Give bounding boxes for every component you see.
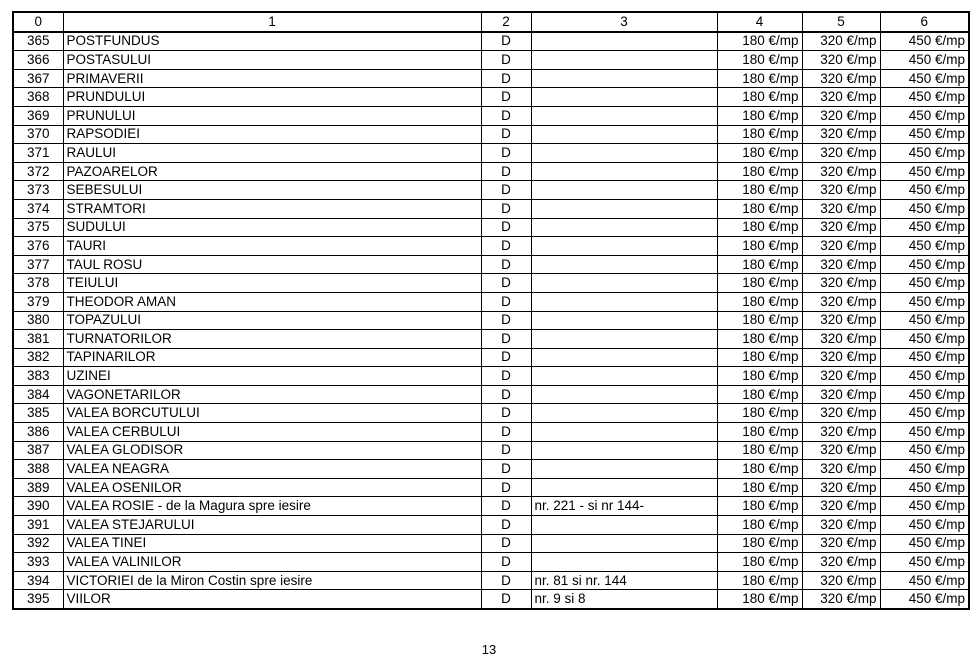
street-segment-cell: [531, 553, 717, 572]
zone-cell: D: [481, 125, 531, 144]
zone-cell: D: [481, 162, 531, 181]
street-name-cell: PRUNDULUI: [63, 88, 481, 107]
price-col-6-cell: 450 €/mp: [880, 311, 969, 330]
price-col-5-cell: 320 €/mp: [802, 88, 880, 107]
price-col-4-cell: 180 €/mp: [717, 218, 802, 237]
street-segment-cell: [531, 367, 717, 386]
street-name-cell: VALEA CERBULUI: [63, 423, 481, 442]
zone-cell: D: [481, 478, 531, 497]
price-col-4-cell: 180 €/mp: [717, 478, 802, 497]
row-number-cell: 371: [13, 144, 63, 163]
row-number-cell: 370: [13, 125, 63, 144]
row-number-cell: 389: [13, 478, 63, 497]
price-col-5-cell: 320 €/mp: [802, 534, 880, 553]
price-col-6-cell: 450 €/mp: [880, 553, 969, 572]
street-segment-cell: [531, 162, 717, 181]
price-col-5-cell: 320 €/mp: [802, 404, 880, 423]
price-col-5-cell: 320 €/mp: [802, 162, 880, 181]
street-name-cell: TAURI: [63, 237, 481, 256]
price-col-6-cell: 450 €/mp: [880, 125, 969, 144]
table-row: [13, 385, 969, 404]
street-name-cell: STRAMTORI: [63, 199, 481, 218]
street-segment-cell: [531, 88, 717, 107]
price-col-5-cell: 320 €/mp: [802, 144, 880, 163]
zone-cell: D: [481, 404, 531, 423]
row-number-cell: 380: [13, 311, 63, 330]
street-name-cell: TOPAZULUI: [63, 311, 481, 330]
price-col-6-cell: 450 €/mp: [880, 423, 969, 442]
price-col-5-cell: 320 €/mp: [802, 553, 880, 572]
price-col-6-cell: 450 €/mp: [880, 590, 969, 609]
price-col-4-cell: 180 €/mp: [717, 199, 802, 218]
price-col-6-cell: 450 €/mp: [880, 162, 969, 181]
row-number-cell: 366: [13, 51, 63, 70]
street-name-cell: RAPSODIEI: [63, 125, 481, 144]
row-number-cell: 373: [13, 181, 63, 200]
zone-cell: D: [481, 590, 531, 609]
row-number-cell: 367: [13, 69, 63, 88]
zone-cell: D: [481, 199, 531, 218]
row-number-cell: 372: [13, 162, 63, 181]
street-name-cell: SEBESULUI: [63, 181, 481, 200]
zone-cell: D: [481, 88, 531, 107]
row-number-cell: 383: [13, 367, 63, 386]
price-col-5-cell: 320 €/mp: [802, 106, 880, 125]
zone-cell: D: [481, 367, 531, 386]
row-number-cell: 384: [13, 385, 63, 404]
zone-cell: D: [481, 330, 531, 349]
price-col-6-cell: 450 €/mp: [880, 181, 969, 200]
street-name-cell: VALEA STEJARULUI: [63, 516, 481, 535]
street-segment-cell: [531, 32, 717, 51]
table-row: [13, 423, 969, 442]
street-segment-cell: [531, 199, 717, 218]
street-segment-cell: [531, 106, 717, 125]
price-col-5-cell: 320 €/mp: [802, 516, 880, 535]
street-name-cell: TURNATORILOR: [63, 330, 481, 349]
price-col-6-cell: 450 €/mp: [880, 237, 969, 256]
row-number-cell: 388: [13, 460, 63, 479]
column-header-3: 3: [531, 12, 717, 32]
price-col-5-cell: 320 €/mp: [802, 460, 880, 479]
table-row: [13, 162, 969, 181]
price-col-5-cell: 320 €/mp: [802, 423, 880, 442]
price-col-5-cell: 320 €/mp: [802, 571, 880, 590]
street-segment-cell: [531, 218, 717, 237]
table-header: [13, 12, 969, 32]
table-row: [13, 255, 969, 274]
price-col-6-cell: 450 €/mp: [880, 534, 969, 553]
price-col-6-cell: 450 €/mp: [880, 51, 969, 70]
row-number-cell: 374: [13, 199, 63, 218]
table-row: [13, 274, 969, 293]
street-segment-cell: [531, 385, 717, 404]
street-name-cell: VALEA VALINILOR: [63, 553, 481, 572]
street-name-cell: VALEA OSENILOR: [63, 478, 481, 497]
table-row: [13, 88, 969, 107]
street-name-cell: VALEA GLODISOR: [63, 441, 481, 460]
table-row: [13, 311, 969, 330]
street-segment-cell: [531, 423, 717, 442]
table-row: [13, 460, 969, 479]
zone-cell: D: [481, 534, 531, 553]
price-col-6-cell: 450 €/mp: [880, 144, 969, 163]
price-col-5-cell: 320 €/mp: [802, 367, 880, 386]
street-segment-cell: [531, 255, 717, 274]
column-header-2: 2: [481, 12, 531, 32]
price-col-4-cell: 180 €/mp: [717, 32, 802, 51]
price-col-4-cell: 180 €/mp: [717, 144, 802, 163]
street-name-cell: VICTORIEI de la Miron Costin spre iesire: [63, 571, 481, 590]
zone-cell: D: [481, 571, 531, 590]
price-col-6-cell: 450 €/mp: [880, 404, 969, 423]
column-header-5: 5: [802, 12, 880, 32]
price-col-5-cell: 320 €/mp: [802, 255, 880, 274]
price-col-4-cell: 180 €/mp: [717, 460, 802, 479]
price-col-4-cell: 180 €/mp: [717, 516, 802, 535]
street-segment-cell: [531, 125, 717, 144]
row-number-cell: 386: [13, 423, 63, 442]
zone-cell: D: [481, 32, 531, 51]
price-col-4-cell: 180 €/mp: [717, 534, 802, 553]
zone-cell: D: [481, 497, 531, 516]
row-number-cell: 382: [13, 348, 63, 367]
table-row: [13, 534, 969, 553]
street-name-cell: PRIMAVERII: [63, 69, 481, 88]
table-body: [13, 32, 969, 609]
price-col-5-cell: 320 €/mp: [802, 348, 880, 367]
street-name-cell: VALEA NEAGRA: [63, 460, 481, 479]
row-number-cell: 387: [13, 441, 63, 460]
price-col-4-cell: 180 €/mp: [717, 69, 802, 88]
zone-cell: D: [481, 385, 531, 404]
price-col-5-cell: 320 €/mp: [802, 51, 880, 70]
price-col-5-cell: 320 €/mp: [802, 199, 880, 218]
price-col-5-cell: 320 €/mp: [802, 311, 880, 330]
table-row: [13, 497, 969, 516]
price-col-5-cell: 320 €/mp: [802, 181, 880, 200]
zone-cell: D: [481, 181, 531, 200]
table-row: [13, 199, 969, 218]
zone-cell: D: [481, 292, 531, 311]
price-col-4-cell: 180 €/mp: [717, 51, 802, 70]
street-segment-cell: [531, 274, 717, 293]
row-number-cell: 381: [13, 330, 63, 349]
table-row: [13, 590, 969, 609]
table-row: [13, 404, 969, 423]
price-col-6-cell: 450 €/mp: [880, 69, 969, 88]
price-col-6-cell: 450 €/mp: [880, 292, 969, 311]
street-segment-cell: [531, 51, 717, 70]
street-name-cell: VALEA TINEI: [63, 534, 481, 553]
zone-cell: D: [481, 237, 531, 256]
price-col-5-cell: 320 €/mp: [802, 590, 880, 609]
price-col-4-cell: 180 €/mp: [717, 255, 802, 274]
street-name-cell: TAPINARILOR: [63, 348, 481, 367]
price-col-4-cell: 180 €/mp: [717, 497, 802, 516]
street-name-cell: PRUNULUI: [63, 106, 481, 125]
price-col-6-cell: 450 €/mp: [880, 274, 969, 293]
street-name-cell: UZINEI: [63, 367, 481, 386]
table-row: [13, 181, 969, 200]
table-row: [13, 218, 969, 237]
zone-cell: D: [481, 348, 531, 367]
price-col-4-cell: 180 €/mp: [717, 571, 802, 590]
street-name-cell: TEIULUI: [63, 274, 481, 293]
zone-cell: D: [481, 218, 531, 237]
table-row: [13, 106, 969, 125]
price-col-6-cell: 450 €/mp: [880, 385, 969, 404]
price-col-5-cell: 320 €/mp: [802, 237, 880, 256]
price-col-4-cell: 180 €/mp: [717, 162, 802, 181]
row-number-cell: 385: [13, 404, 63, 423]
street-segment-cell: nr. 81 si nr. 144: [531, 571, 717, 590]
price-col-4-cell: 180 €/mp: [717, 330, 802, 349]
price-col-5-cell: 320 €/mp: [802, 125, 880, 144]
price-col-4-cell: 180 €/mp: [717, 385, 802, 404]
street-segment-cell: nr. 221 - si nr 144-: [531, 497, 717, 516]
table-row: [13, 125, 969, 144]
street-segment-cell: [531, 516, 717, 535]
price-col-4-cell: 180 €/mp: [717, 423, 802, 442]
street-segment-cell: [531, 330, 717, 349]
street-name-cell: POSTASULUI: [63, 51, 481, 70]
column-header-0: 0: [13, 12, 63, 32]
price-col-6-cell: 450 €/mp: [880, 88, 969, 107]
row-number-cell: 375: [13, 218, 63, 237]
row-number-cell: 390: [13, 497, 63, 516]
street-name-cell: VIILOR: [63, 590, 481, 609]
price-col-4-cell: 180 €/mp: [717, 125, 802, 144]
column-header-1: 1: [63, 12, 481, 32]
street-name-cell: VALEA ROSIE - de la Magura spre iesire: [63, 497, 481, 516]
street-segment-cell: [531, 181, 717, 200]
price-col-4-cell: 180 €/mp: [717, 348, 802, 367]
street-segment-cell: nr. 9 si 8: [531, 590, 717, 609]
zone-cell: D: [481, 274, 531, 293]
header-row: [13, 12, 969, 32]
price-col-6-cell: 450 €/mp: [880, 478, 969, 497]
street-segment-cell: [531, 348, 717, 367]
price-col-4-cell: 180 €/mp: [717, 590, 802, 609]
price-col-4-cell: 180 €/mp: [717, 404, 802, 423]
price-col-6-cell: 450 €/mp: [880, 460, 969, 479]
row-number-cell: 379: [13, 292, 63, 311]
zone-cell: D: [481, 516, 531, 535]
price-col-5-cell: 320 €/mp: [802, 32, 880, 51]
table-row: [13, 516, 969, 535]
street-name-cell: POSTFUNDUS: [63, 32, 481, 51]
zone-cell: D: [481, 460, 531, 479]
price-col-5-cell: 320 €/mp: [802, 330, 880, 349]
price-col-4-cell: 180 €/mp: [717, 292, 802, 311]
row-number-cell: 369: [13, 106, 63, 125]
street-name-cell: VALEA BORCUTULUI: [63, 404, 481, 423]
price-col-6-cell: 450 €/mp: [880, 255, 969, 274]
row-number-cell: 376: [13, 237, 63, 256]
column-header-4: 4: [717, 12, 802, 32]
price-col-4-cell: 180 €/mp: [717, 441, 802, 460]
zone-cell: D: [481, 51, 531, 70]
price-col-6-cell: 450 €/mp: [880, 497, 969, 516]
price-table: [12, 11, 970, 610]
price-col-6-cell: 450 €/mp: [880, 516, 969, 535]
page-number: 13: [481, 642, 497, 657]
price-col-6-cell: 450 €/mp: [880, 348, 969, 367]
table-row: [13, 237, 969, 256]
street-segment-cell: [531, 144, 717, 163]
price-col-4-cell: 180 €/mp: [717, 311, 802, 330]
zone-cell: D: [481, 106, 531, 125]
price-col-4-cell: 180 €/mp: [717, 367, 802, 386]
price-col-5-cell: 320 €/mp: [802, 478, 880, 497]
street-segment-cell: [531, 69, 717, 88]
street-name-cell: TAUL ROSU: [63, 255, 481, 274]
row-number-cell: 368: [13, 88, 63, 107]
row-number-cell: 392: [13, 534, 63, 553]
street-name-cell: RAULUI: [63, 144, 481, 163]
zone-cell: D: [481, 69, 531, 88]
street-name-cell: SUDULUI: [63, 218, 481, 237]
price-col-6-cell: 450 €/mp: [880, 367, 969, 386]
price-col-4-cell: 180 €/mp: [717, 181, 802, 200]
street-segment-cell: [531, 404, 717, 423]
price-col-6-cell: 450 €/mp: [880, 218, 969, 237]
table-row: [13, 441, 969, 460]
row-number-cell: 365: [13, 32, 63, 51]
street-name-cell: THEODOR AMAN: [63, 292, 481, 311]
price-col-4-cell: 180 €/mp: [717, 106, 802, 125]
table-row: [13, 348, 969, 367]
zone-cell: D: [481, 441, 531, 460]
price-col-5-cell: 320 €/mp: [802, 497, 880, 516]
table-row: [13, 571, 969, 590]
street-segment-cell: [531, 478, 717, 497]
price-col-5-cell: 320 €/mp: [802, 274, 880, 293]
table-row: [13, 330, 969, 349]
street-segment-cell: [531, 292, 717, 311]
street-segment-cell: [531, 441, 717, 460]
zone-cell: D: [481, 553, 531, 572]
price-col-5-cell: 320 €/mp: [802, 385, 880, 404]
table-row: [13, 144, 969, 163]
street-segment-cell: [531, 311, 717, 330]
price-col-5-cell: 320 €/mp: [802, 292, 880, 311]
row-number-cell: 377: [13, 255, 63, 274]
street-segment-cell: [531, 460, 717, 479]
price-col-4-cell: 180 €/mp: [717, 88, 802, 107]
price-col-6-cell: 450 €/mp: [880, 571, 969, 590]
price-col-6-cell: 450 €/mp: [880, 199, 969, 218]
table-row: [13, 292, 969, 311]
zone-cell: D: [481, 311, 531, 330]
table-row: [13, 69, 969, 88]
street-name-cell: PAZOARELOR: [63, 162, 481, 181]
price-col-4-cell: 180 €/mp: [717, 553, 802, 572]
row-number-cell: 393: [13, 553, 63, 572]
table-row: [13, 553, 969, 572]
zone-cell: D: [481, 144, 531, 163]
zone-cell: D: [481, 423, 531, 442]
street-name-cell: VAGONETARILOR: [63, 385, 481, 404]
price-col-5-cell: 320 €/mp: [802, 218, 880, 237]
price-col-4-cell: 180 €/mp: [717, 274, 802, 293]
price-col-5-cell: 320 €/mp: [802, 441, 880, 460]
street-segment-cell: [531, 237, 717, 256]
table-row: [13, 32, 969, 51]
price-col-6-cell: 450 €/mp: [880, 106, 969, 125]
column-header-6: 6: [880, 12, 969, 32]
table-row: [13, 367, 969, 386]
row-number-cell: 395: [13, 590, 63, 609]
price-col-5-cell: 320 €/mp: [802, 69, 880, 88]
price-col-6-cell: 450 €/mp: [880, 32, 969, 51]
price-col-6-cell: 450 €/mp: [880, 330, 969, 349]
zone-cell: D: [481, 255, 531, 274]
price-col-6-cell: 450 €/mp: [880, 441, 969, 460]
row-number-cell: 391: [13, 516, 63, 535]
row-number-cell: 378: [13, 274, 63, 293]
table-row: [13, 51, 969, 70]
table-row: [13, 478, 969, 497]
street-segment-cell: [531, 534, 717, 553]
price-col-4-cell: 180 €/mp: [717, 237, 802, 256]
row-number-cell: 394: [13, 571, 63, 590]
